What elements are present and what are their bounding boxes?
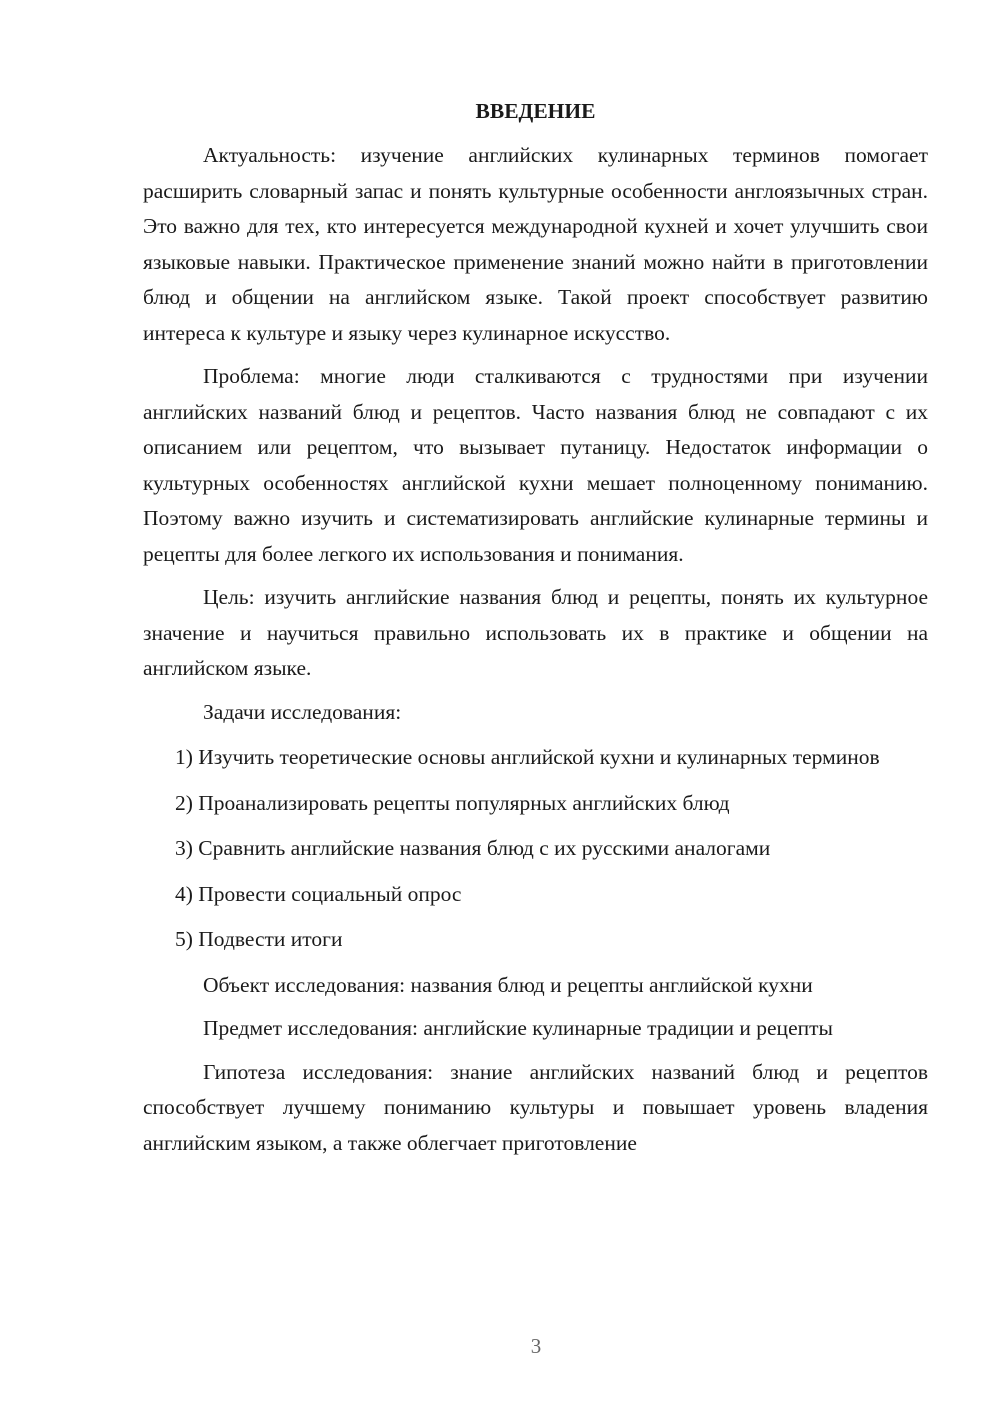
- document-page: [143, 96, 928, 1161]
- task-item: 4) Провести социальный опрос: [175, 881, 462, 906]
- subject-paragraph: Предмет исследования: английские кулинарные традиции и рецепты: [203, 1016, 833, 1040]
- object-paragraph: Объект исследования: названия блюд и рецепты английской кухни: [203, 972, 813, 997]
- goal-paragraph: Цель: изучить английские названия блюд и рецепты, понять их культурное значение и научиться правильно использовать их в практике и общении на английском языке.: [143, 585, 928, 680]
- task-item: 2) Проанализировать рецепты популярных английских блюд: [175, 790, 730, 815]
- page-number: 3: [530, 1334, 542, 1358]
- task-item: 1) Изучить теоретические основы английской кухни и кулинарных терминов: [175, 745, 880, 769]
- task-item: 3) Сравнить английские названия блюд с их русскими аналогами: [175, 836, 771, 860]
- hypothesis-paragraph: Гипотеза исследования: знание английских названий блюд и рецептов способствует лучшему пониманию культуры и повышает уровень владения английским языком, а также облегчает приготовление: [143, 1059, 928, 1155]
- relevance-paragraph: Актуальность: изучение английских кулинарных терминов помогает расширить словарный запас и понять культурные особенности англоязычных стран. Это важно для тех, кто интересуется международной кухней и хочет улучшить свои языковые навыки. Практическое применение знаний можно найти в приготовлении блюд и общении на английском языке. Такой проект способствует развитию интереса к культуре и языку через кулинарное искусство.: [143, 143, 928, 345]
- page-title: ВВЕДЕНИЕ: [475, 99, 596, 123]
- tasks-heading: Задачи исследования:: [203, 699, 402, 724]
- task-item: 5) Подвести итоги: [175, 927, 343, 951]
- problem-paragraph: Проблема: многие люди сталкиваются с трудностями при изучении английских названий блюд и рецептов. Часто названия блюд не совпадают с их описанием или рецептом, что вызывает путаницу. Недостаток информации о культурных особенностях английской кухни мешает полноценному пониманию. Поэтому важно изучить и систематизировать английские кулинарные термины и рецепты для более легкого их использования и понимания.: [143, 364, 928, 566]
